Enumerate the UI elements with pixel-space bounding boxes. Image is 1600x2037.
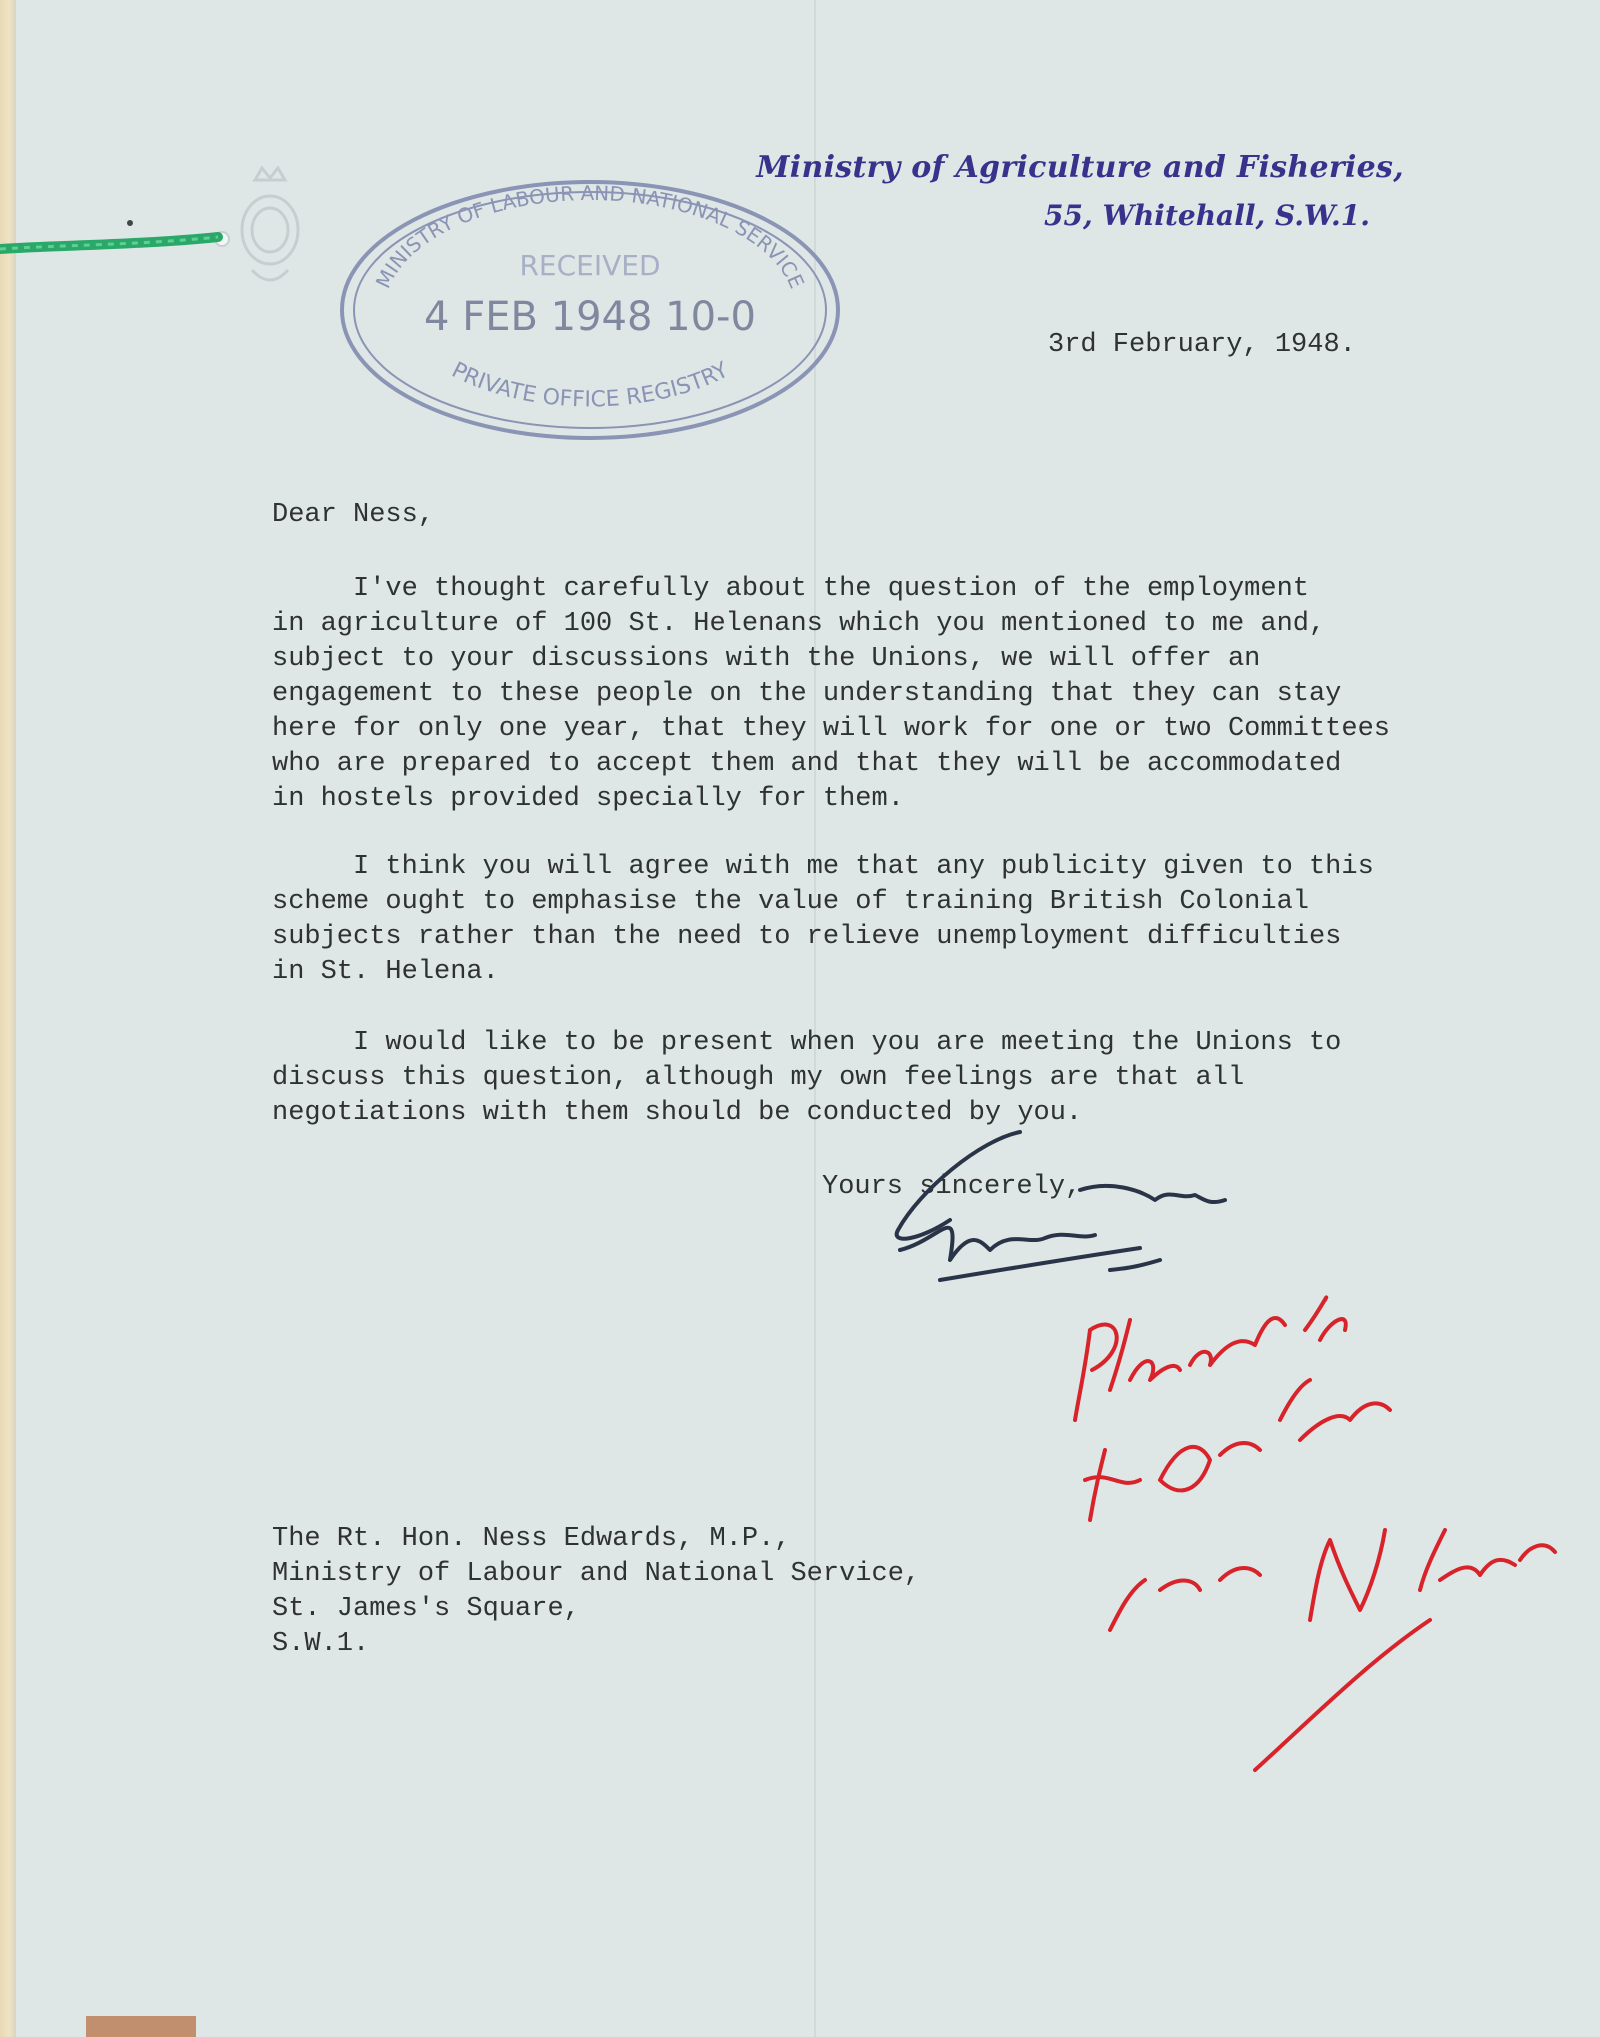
letterhead — [756, 150, 1404, 232]
letterhead-ministry: Ministry of Agriculture and Fisheries, — [756, 150, 1404, 185]
handwritten-annotation — [1050, 1290, 1570, 1810]
stamp-received-text: RECEIVED — [519, 249, 661, 282]
letter-paragraph-3: I would like to be present when you are meeting the Unions to discuss this question, although my own feelings are that all negotiations with them should be conducted by you. — [272, 1028, 1342, 1128]
salutation: Dear Ness, — [272, 500, 435, 530]
page-edge-stack — [0, 0, 16, 2037]
letterhead-address: 55, Whitehall, S.W.1. — [1044, 199, 1370, 232]
closing: Yours sincerely, — [822, 1172, 1082, 1202]
stamp-bottom-text: PRIVATE OFFICE REGISTRY — [447, 357, 733, 413]
embossed-crest-icon — [220, 160, 320, 310]
treasury-tag-string — [0, 215, 240, 265]
letter-date: 3rd February, 1948. — [1048, 330, 1356, 360]
annotation-scribble — [1050, 1290, 1570, 1810]
recipient-address: The Rt. Hon. Ness Edwards, M.P., Ministry of Labour and National Service, St. James's Square, S.W.1. — [272, 1524, 921, 1659]
signature-scribble — [880, 1120, 1240, 1300]
underlying-page-strip — [86, 2016, 196, 2037]
signature — [880, 1120, 1240, 1300]
stamp-date-text: 4 FEB 1948 10-0 — [424, 294, 756, 340]
letter-paragraph-2: I think you will agree with me that any publicity given to this scheme ought to emphasise the value of training British Colonial subjects rather than the need to relieve unemployment difficulties in St. Helena. — [272, 852, 1374, 987]
stamp-top-text: MINISTRY OF LABOUR AND NATIONAL SERVICE — [370, 180, 810, 292]
letter-paragraph-1: I've thought carefully about the question of the employment in agriculture of 100 St. Helenans which you mentioned to me and, subject to your discussions with the Unions, we will offer an engagement to these people on the understanding that they can stay here for only one year, that they will work for one or two Committees who are prepared to accept them and that they will be accommodated in hostels provided specially for them. — [272, 574, 1390, 814]
